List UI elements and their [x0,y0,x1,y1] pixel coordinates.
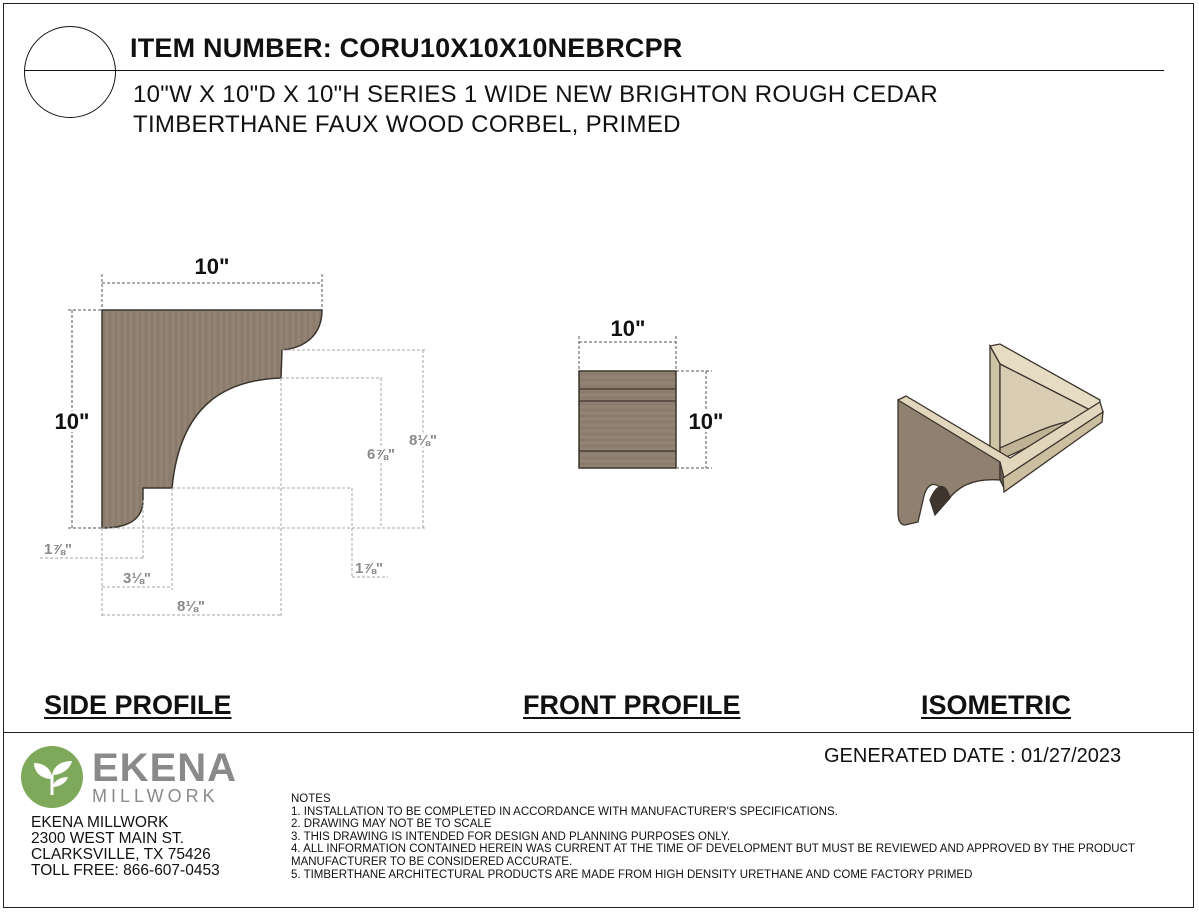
notes-block [291,793,1181,881]
side-dim-width: 10" [194,254,230,279]
side-dim-a: 1⅞" [44,541,72,558]
footer-rule [3,732,1194,733]
side-profile-label: SIDE PROFILE [44,690,232,720]
front-dim-width: 10" [610,316,646,341]
notes-title: NOTES [291,793,331,805]
brand-name: EKENA [92,746,238,790]
generated-date: GENERATED DATE : 01/27/2023 [824,745,1122,767]
company-street: 2300 WEST MAIN ST. [31,830,185,847]
note-item: 5. TIMBERTHANE ARCHITECTURAL PRODUCTS ARE MADE FROM HIGH DENSITY URETHANE AND COME FACTORY PRIMED [291,868,973,881]
note-item: 2. DRAWING MAY NOT BE TO SCALE [291,818,492,831]
side-profile-shape [102,310,322,528]
side-dim-f: 1⅞" [355,560,383,577]
side-dim-d: 6⅞" [367,446,395,463]
isometric-label: ISOMETRIC [921,690,1072,720]
company-phone: TOLL FREE: 866-607-0453 [31,862,220,879]
note-item: 3. THIS DRAWING IS INTENDED FOR DESIGN AND PLANNING PURPOSES ONLY. [291,830,731,843]
company-city: CLARKSVILLE, TX 75426 [31,846,211,863]
note-item: 1. INSTALLATION TO BE COMPLETED IN ACCORDANCE WITH MANUFACTURER'S SPECIFICATIONS. [291,805,838,818]
leaf-logo-icon [20,745,84,809]
front-dim-height: 10" [688,409,724,434]
front-profile-label: FRONT PROFILE [523,690,741,720]
description-line-1: 10"W X 10"D X 10"H SERIES 1 WIDE NEW BRIGHTON ROUGH CEDAR [133,81,939,108]
item-number: ITEM NUMBER: CORU10X10X10NEBRCPR [130,33,683,63]
side-dim-e: 8⅛" [409,432,437,449]
company-name: EKENA MILLWORK [31,814,169,831]
side-dim-b: 3⅛" [123,570,151,587]
description-line-2: TIMBERTHANE FAUX WOOD CORBEL, PRIMED [133,111,681,138]
side-dim-height: 10" [54,409,90,434]
side-dim-c: 8⅛" [177,598,205,615]
front-profile-shape [579,371,676,468]
note-item: 4. ALL INFORMATION CONTAINED HEREIN WAS CURRENT AT THE TIME OF DEVELOPMENT BUT MUST BE REVIEWED AND APPROVED BY THE PRODUCT MANUFACTURER TO BE CONSIDERED ACCURATE. [291,843,1135,868]
brand-subtitle: MILLWORK [92,786,219,806]
isometric-shape [898,344,1103,525]
